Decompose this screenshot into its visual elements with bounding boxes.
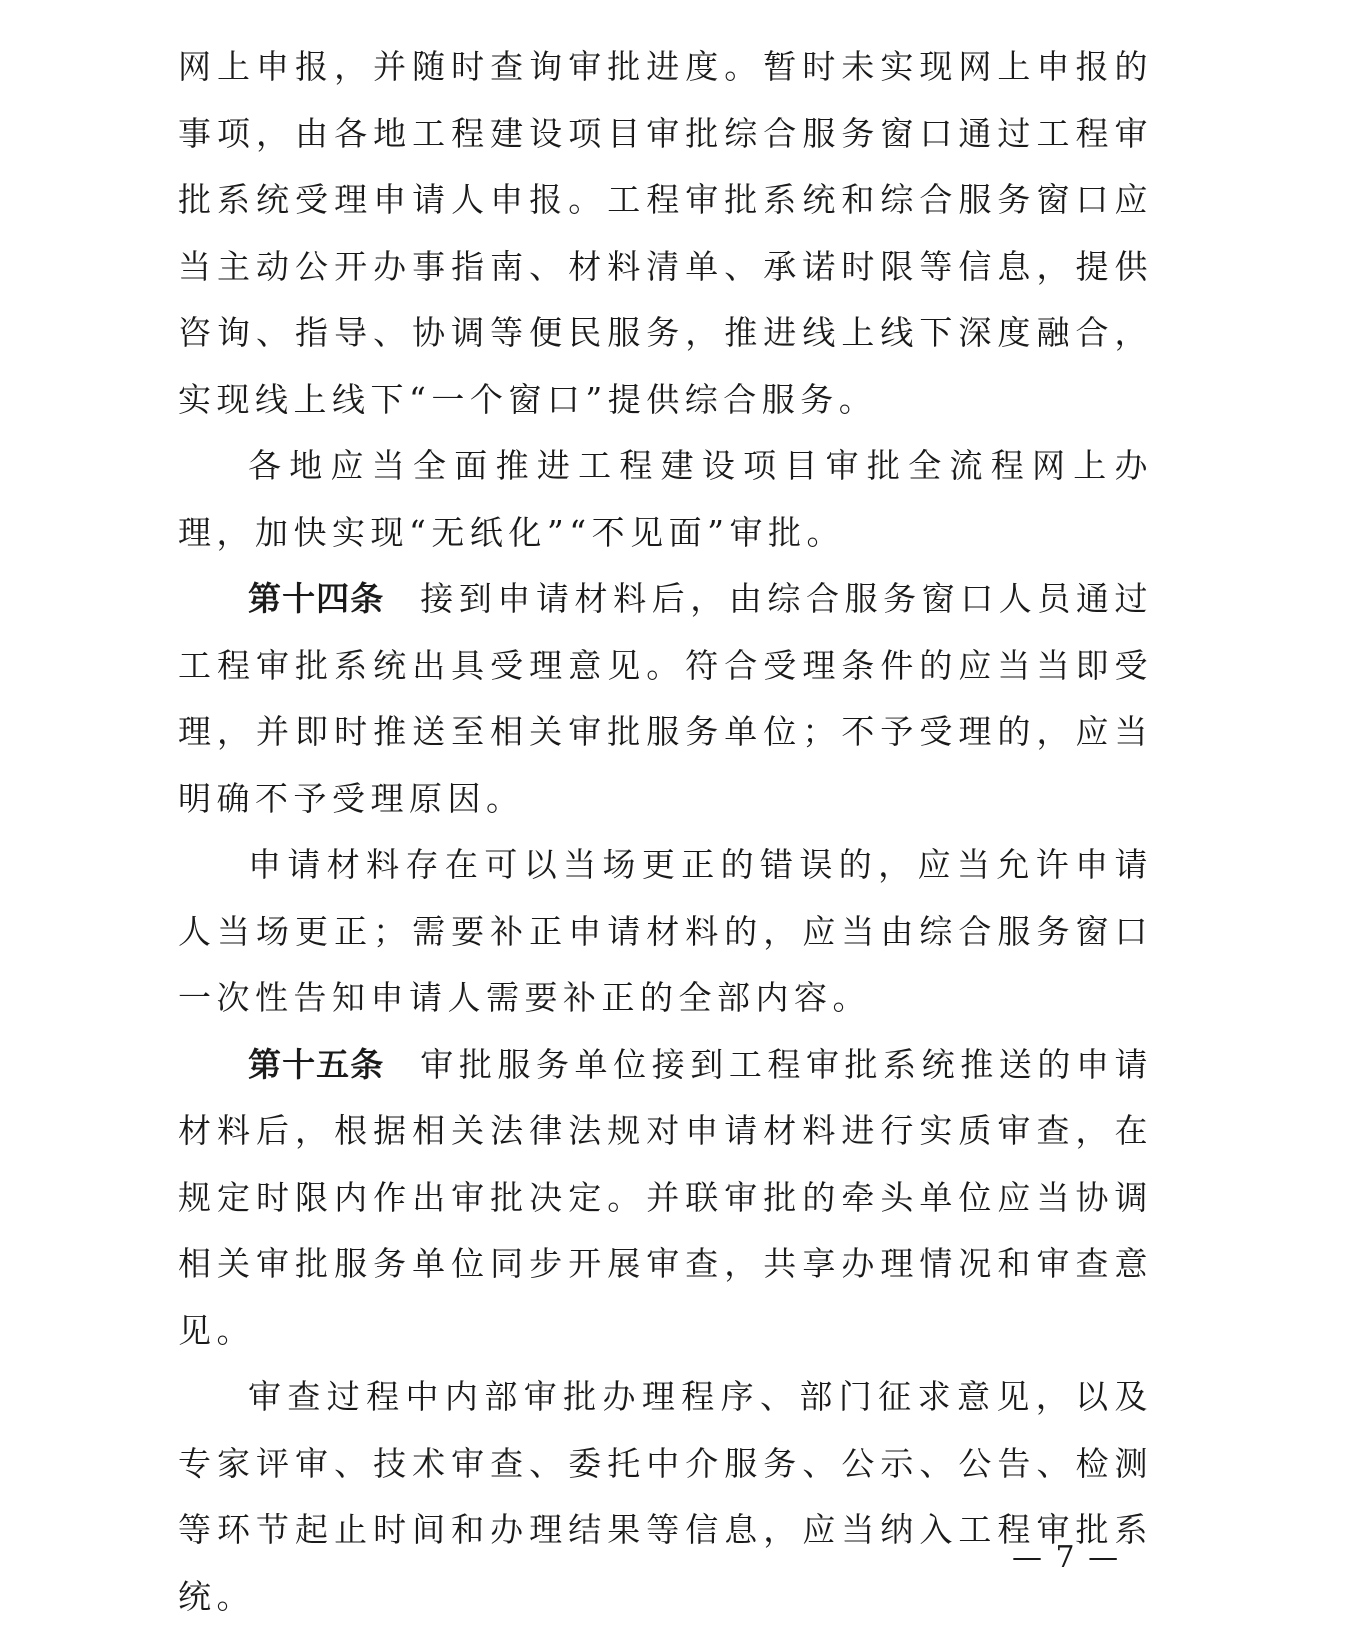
- paragraph-online-application: [178, 34, 1153, 433]
- paragraph-text: 申请材料存在可以当场更正的错误的，应当允许申请人当场更正；需要补正申请材料的，应当由综合服务窗口一次性告知申请人需要补正的全部内容。: [178, 845, 1153, 1017]
- paragraph-text: 审查过程中内部审批办理程序、部门征求意见，以及专家评审、技术审查、委托中介服务、公示、公告、检测等环节起止时间和办理结果等信息，应当纳入工程审批系统。: [178, 1377, 1153, 1616]
- article-heading: 第十四条: [248, 579, 385, 618]
- paragraph-text: 各地应当全面推进工程建设项目审批全流程网上办理，加快实现“无纸化”“不见面”审批。: [178, 446, 1153, 552]
- document-body: [178, 34, 1153, 1630]
- article-14: [178, 566, 1153, 832]
- article-15: [178, 1032, 1153, 1365]
- paragraph-full-process-online: [178, 433, 1153, 566]
- paragraph-correction: [178, 832, 1153, 1032]
- article-heading: 第十五条: [248, 1044, 385, 1084]
- paragraph-text: 接到申请材料后，由综合服务窗口人员通过工程审批系统出具受理意见。符合受理条件的应当当即受理，并即时推送至相关审批服务单位；不予受理的，应当明确不予受理原因。: [178, 579, 1154, 818]
- paragraph-text: 网上申报，并随时查询审批进度。暂时未实现网上申报的事项，由各地工程建设项目审批综合服务窗口通过工程审批系统受理申请人申报。工程审批系统和综合服务窗口应当主动公开办事指南、材料清单、承诺时限等信息，提供咨询、指导、协调等便民服务，推进线上线下深度融合，实现线上线下“一个窗口”提供综合服务。: [178, 47, 1153, 419]
- page-number: — 7 —: [1012, 1540, 1121, 1575]
- paragraph-review-process: [178, 1364, 1153, 1630]
- paragraph-text: 审批服务单位接到工程审批系统推送的申请材料后，根据相关法律法规对申请材料进行实质审查，在规定时限内作出审批决定。并联审批的牵头单位应当协调相关审批服务单位同步开展审查，共享办理情况和审查意见。: [178, 1044, 1154, 1350]
